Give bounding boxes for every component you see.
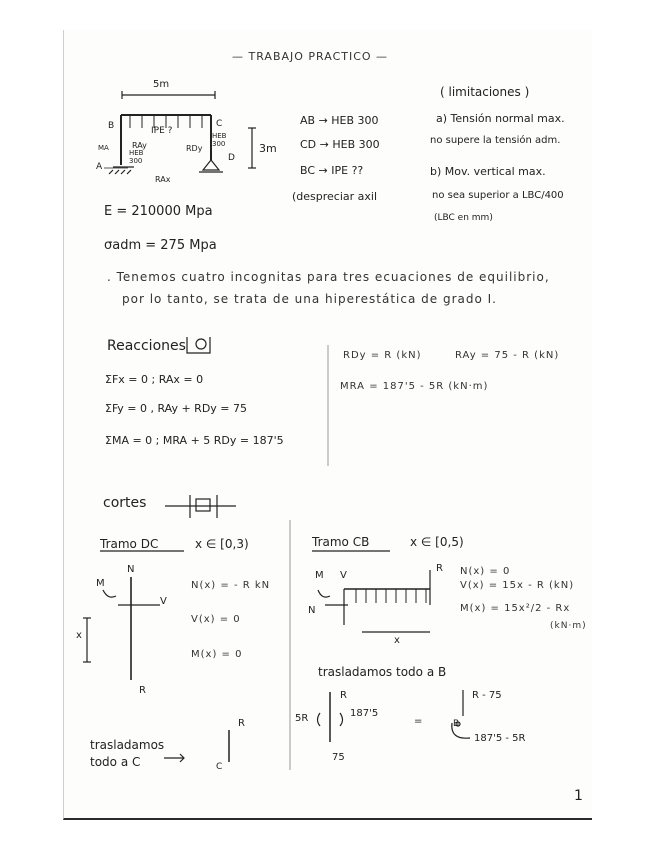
limitations-header: ( limitaciones ) (440, 85, 530, 99)
limitation-b-line2: no sea superior a LBC/400 (432, 190, 564, 201)
trasladamos-c-c: C (216, 762, 223, 772)
limitation-b-line3: (LBC en mm) (434, 213, 493, 223)
trasladamos-b-left-r: R (340, 690, 347, 701)
intro-line2: por lo tanto, se trata de una hiperestática de grado I. (122, 292, 497, 306)
tramo-cb-header: Tramo CB (312, 535, 370, 549)
tramo-dc-normal: N(x) = - R kN (191, 580, 271, 591)
profile-ab: AB → HEB 300 (300, 114, 379, 127)
tramo-dc-label-x: x (76, 630, 82, 641)
result-ray: RAy = 75 - R (kN) (455, 350, 560, 361)
profile-axil-note: (despreciar axil (292, 190, 378, 203)
trasladamos-b-left-5r: 5R (295, 713, 309, 724)
tramo-cb-range: x ∈ [0,5) (410, 535, 464, 549)
tramo-dc-label-m: M (96, 578, 105, 589)
page-number: 1 (574, 788, 583, 804)
trasladamos-c-r: R (238, 718, 245, 729)
tramo-cb-moment: M(x) = 15x²/2 - Rx (460, 603, 571, 614)
tramo-cb-moment-unit: (kN·m) (550, 621, 587, 631)
result-rdy: RDy = R (kN) (343, 350, 422, 361)
tramo-dc-label-n: N (127, 564, 135, 575)
tramo-cb-label-m: M (315, 570, 324, 581)
equilibrium-fx: ΣFx = 0 ; RAx = 0 (105, 373, 204, 386)
tramo-cb-label-r: R (436, 563, 443, 574)
intro-line1: . Tenemos cuatro incognitas para tres ecuaciones de equilibrio, (107, 270, 550, 284)
limitation-b-line1: b) Mov. vertical max. (430, 165, 546, 178)
sigma-adm: σadm = 275 Mpa (104, 238, 217, 253)
reaction-rdy-label: RDy (186, 144, 203, 153)
tramo-dc-range: x ∈ [0,3) (195, 537, 249, 551)
profile-bc: BC → IPE ?? (300, 164, 364, 177)
trasladamos-b-left-75: 75 (332, 752, 345, 763)
reaction-ma-label: MA (98, 144, 109, 152)
trasladamos-b-equals: = (414, 716, 423, 727)
trasladamos-b-right-r: R - 75 (472, 690, 502, 701)
reaction-ray-label: RAy (132, 141, 147, 150)
tramo-dc-label-r: R (139, 685, 146, 696)
tramo-cb-label-x: x (394, 635, 400, 646)
tramo-cb-label-n: N (308, 605, 316, 616)
tramo-cb-shear: V(x) = 15x - R (kN) (460, 580, 575, 591)
trasladamos-c-line1: trasladamos (90, 738, 165, 752)
trasladamos-b-right-b: B (453, 719, 460, 729)
beam-profile-label: IPE ? (151, 126, 173, 136)
reacciones-header: Reacciones (107, 338, 186, 354)
equilibrium-fy: ΣFy = 0 , RAy + RDy = 75 (105, 402, 248, 415)
trasladamos-b-left-moment: 187'5 (350, 708, 379, 719)
tramo-cb-normal: N(x) = 0 (460, 566, 511, 577)
equilibrium-ma: ΣMA = 0 ; MRA + 5 RDy = 187'5 (105, 434, 284, 447)
node-c-label: C (216, 119, 223, 129)
col-left-profile-label: HEB 300 (129, 149, 144, 165)
trasladamos-b-right-moment: 187'5 - 5R (474, 733, 526, 744)
col-right-profile-label: HEB 300 (212, 132, 227, 148)
tramo-dc-label-v: V (160, 596, 167, 607)
result-mra: MRA = 187'5 - 5R (kN·m) (340, 381, 489, 392)
tramo-dc-shear: V(x) = 0 (191, 614, 241, 625)
limitation-a-line2: no supere la tensión adm. (430, 135, 561, 146)
trasladamos-b-header: trasladamos todo a B (318, 665, 447, 679)
span-label: 5m (153, 79, 170, 90)
reaction-rax-label: RAx (155, 175, 171, 184)
page-title: — TRABAJO PRACTICO — (232, 50, 389, 63)
tramo-cb-label-v: V (340, 570, 347, 581)
limitation-a-line1: a) Tensión normal max. (436, 112, 565, 125)
trasladamos-c-line2: todo a C (90, 755, 141, 769)
node-a-label: A (96, 162, 103, 172)
tramo-dc-header: Tramo DC (100, 537, 159, 551)
height-label: 3m (259, 142, 277, 155)
modulus-e: E = 210000 Mpa (104, 204, 213, 219)
node-d-label: D (228, 153, 235, 163)
cortes-header: cortes (103, 495, 147, 511)
node-b-label: B (108, 121, 115, 131)
profile-cd: CD → HEB 300 (300, 138, 380, 151)
tramo-dc-moment: M(x) = 0 (191, 649, 243, 660)
